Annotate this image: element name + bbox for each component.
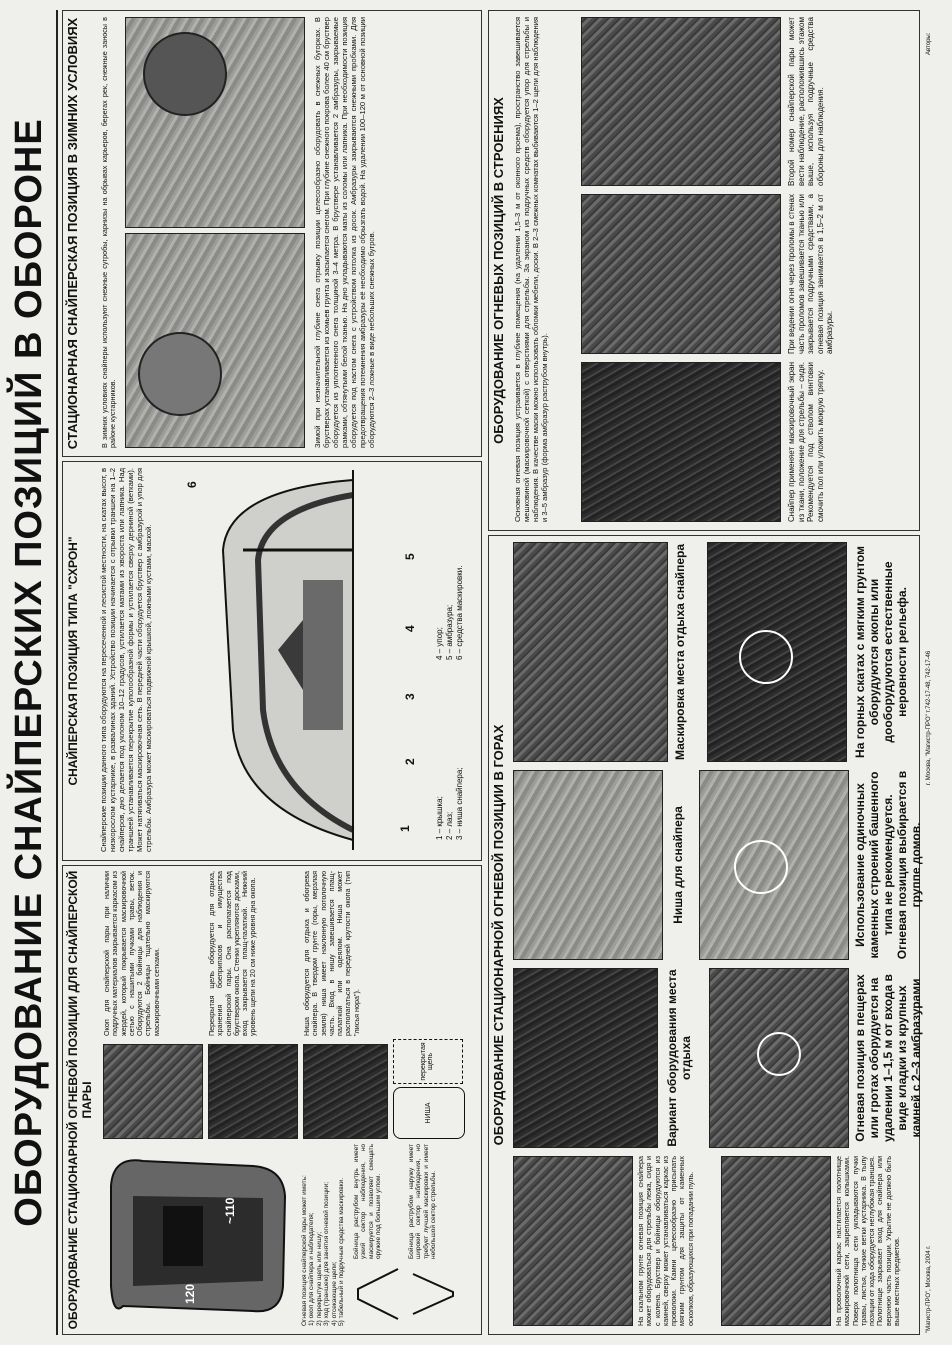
pair-list-item: 1) окоп для снайпера и наблюдателя; — [308, 1212, 316, 1326]
marker-4: 4 — [403, 625, 417, 632]
photo-screen-position — [581, 362, 781, 522]
photo-rocky-position — [513, 1156, 633, 1326]
photo-rest-place — [513, 968, 658, 1148]
skhron-legend-right: 4 – упор; 5 – амбразура; 6 – средства маскировки. — [435, 565, 464, 660]
copyright: "Магистр-ПРО", Москва, 2004 г. — [926, 1245, 932, 1333]
caption-mask: Маскировка места отдыха снайпера — [673, 543, 687, 761]
pair-panel-title: ОБОРУДОВАНИЕ СТАЦИОНАРНОЙ ОГНЕВОЙ ПОЗИЦИИ ДЛЯ СНАЙПЕРСКОЙ ПАРЫ — [66, 870, 94, 1330]
dimension-110: ~110 — [223, 1197, 237, 1224]
marker-2: 2 — [403, 758, 417, 765]
buildings-panel-title: ОБОРУДОВАНИЕ ОГНЕВЫХ ПОЗИЦИЙ В СТРОЕНИЯХ — [491, 97, 506, 444]
buildings-panel — [488, 10, 920, 531]
photo-rest-mask — [513, 542, 668, 762]
mountains-panel — [488, 535, 923, 1335]
photo-wire-frame — [721, 1156, 831, 1326]
marker-3: 3 — [403, 693, 417, 700]
photo-sniper-niche — [513, 770, 663, 960]
pair-position-diagram — [103, 1146, 293, 1326]
winter-intro: В зимних условиях снайперы используют снежные сугробы, карнизы на обрывах карьеров, берегах рек, снежные заносы в районе кустарников. — [100, 17, 118, 448]
trench-text: Окоп для снайперской пары при наличии подручных материалов закрывается каркасом из жердей, который покрывается маскировочной сетью с нашитыми пучками травы, веток. Оборудуются 2 бойницы для наблюдения и стрельбы. Бойницы тщательно маскируются маскировочными сетками. — [102, 871, 161, 1036]
photo-winter-snow — [125, 233, 305, 448]
winter-detail-circle-2 — [143, 32, 227, 116]
marker-5: 5 — [403, 553, 417, 560]
skhron-panel-title: СНАЙПЕРСКАЯ ПОЗИЦИЯ ТИПА "СХРОН" — [66, 536, 80, 786]
pair-panel — [62, 865, 482, 1335]
buildings-caption-1: Снайпер применяет маскировочный экран из ткани, положение для стрельбы – сидя. Рекомендуется под стволом винтовки смочить пол или уложить мокрую тряпку. — [787, 362, 825, 522]
photo-slot — [208, 1044, 298, 1139]
loophole-outward-diagram — [408, 1264, 458, 1324]
pair-list-item: 3) ход (траншею) для занятия огневой позиции; — [323, 1181, 331, 1326]
highlight-circle — [739, 630, 793, 684]
slot-schematic: перекрытая щель — [393, 1039, 463, 1084]
pair-list-item: 5) табельный и подручные средства маскировки. — [338, 1177, 346, 1326]
caption-niche: Ниша для снайпера — [671, 806, 685, 924]
winter-panel — [62, 10, 482, 457]
rocky-text: На скальном грунте огневая позиция снайпера может оборудоваться для стрельбы лежа, сидя и с колена. Бруствер и бойницы оборудуются из камней, сверху может устанавливаться каркас из проволоки. Камни целесообразно присыпать мягким грунтом для защиты от каменных осколков, образующихся при попадании пуль. — [636, 1156, 695, 1326]
skhron-text: Снайперские позиции данного типа оборудуются на пересеченной и лесистой местности, на скатах высот, в низкорослом кустарнике, в развалинах зданий. Устройство позиции начинается с отрывки траншеи на 1–2 снайперов, дно делается под уклоном 10–12 градусов, устилается матами из хвороста или лапника. Над траншеей устанавливается перекрытие куполообразной формы и устилается сверху дерниной (ветками). Может натягиваться маскировочная сеть. В передней части оборудуется бруствер с амбразурой и упор для стрельбы. Амбразура может маскироваться подвижной крышкой, ложными кустами, маской. — [99, 468, 153, 852]
wire-text: На проволочный каркас настилается полотнище маскировочной сети, закрепляется колышками. Поверх полотнища сети укладываются пучки травы, листья, тонкие ветки кустарника. В тылу позиции от хода оборудуется неглубокая траншея. Полотнище закрывает вход для снайпера или верхнюю часть позиции. Укрытие не должно быть выше местных предметов. — [834, 1156, 902, 1326]
buildings-caption-3: Второй номер снайперской пары может вести наблюдение, расположившись этажом выше, используя подручные средства обороны для наблюдения. — [787, 17, 825, 186]
caption-slope: На горных скатах с мягким грунтом оборудуются окопы или дооборудуются естественные неровности рельефа. — [853, 546, 909, 758]
marker-1: 1 — [398, 825, 412, 832]
caption-stone: Использование одиночных каменных строений башенного типа не рекомендуется. Огневая позиция выбирается в группе домов. — [853, 770, 923, 960]
skhron-panel — [62, 461, 482, 861]
photo-niche — [303, 1044, 388, 1139]
loophole-outward-text: Бойница раструбом наружу имеет широкий сектор наблюдения, но требует лучшей маскировки и имеет небольшой сектор стрельбы. — [408, 1144, 438, 1259]
caption-cave: Огневая позиция в пещерах или гротах оборудуется на удалении 1–1,5 м от входа в виде кладки из крупных камней с 2–3 амбразурами — [853, 974, 923, 1142]
marker-6: 6 — [185, 481, 199, 488]
photo-wall-breach — [581, 194, 781, 354]
photo-trench — [103, 1044, 203, 1139]
winter-text: Зимой при незначительной глубине снега отрывку позиции целесообразно оборудовать в снежных бугорках. В брустверах устанавливается из комьев грунта и засыпается снегом. При глубине снежного покрова более 40 см бруствер оборудуется из уплотненного снега толщиной 3–4 метра. В бруствере устанавливается 2 амбразуры, закрываемые рамками, обтянутыми белой тканью. На дно укладываются маты из соломы или лапника. При необходимости позиция оборудуется под настом снега с устройством потолка из досок. Амбразуры закрываются снежными пробками. Для предотвращения потемнения амбразуры её необходимо обрызгать водой. На удалении 100–120 м от основной позиции оборудуются 2–3 ложные в виде небольших снежных бугров. — [313, 17, 376, 448]
winter-panel-title: СТАЦИОНАРНАЯ СНАЙПЕРСКАЯ ПОЗИЦИЯ В ЗИМНИХ УСЛОВИЯХ — [65, 17, 80, 450]
slot-text: Перекрытая щель оборудуется для отдыха, хранения боеприпасов и имущества снайперской пары. Она располагается под бруствером окопа. Стенки укрепляются досками, вход закрывается плащ-палаткой. Нижний уровень щели на 20 см ниже уровня дна окопа. — [207, 871, 258, 1036]
buildings-caption-2: При ведении огня через проломы в стенах часть проломов завешивается тканью или закрывается подручными средствами, а огневая позиция занимается в 1,5–2 м от амбразуры. — [787, 194, 834, 354]
buildings-text: Основная огневая позиция устраивается в глубине помещения (на удалении 1,5–3 м от оконного проема), пространство завешивается мешковиной (маскировочной сеткой) с отверстиями для стрельбы. За экраном из подручных средств оборудуется упор для стрельбы и наблюдения. В качестве маски можно использовать обломки мебели, доски. В 2–3 смежных комнатах выбиваются 1–2 щели для наблюдения и 3–5 амбразур (форма амбразур раструбом внутрь). — [513, 17, 549, 522]
publisher: г. Москва, "Магистр-ПРО" т.742-17-48, 742-17-46 — [926, 650, 932, 785]
caption-rest: Вариант оборудования места отдыха — [665, 969, 693, 1147]
pair-list-item: 4) отсекающие щели; — [330, 1261, 338, 1326]
loophole-inward-diagram — [353, 1264, 403, 1324]
skhron-legend-left: 1 – крышка; 2 – лаз; 3 – ниша снайпера; — [435, 767, 464, 840]
niche-schematic: НИША — [393, 1087, 465, 1139]
photo-second-number — [581, 17, 781, 186]
winter-detail-circle — [138, 332, 222, 416]
poster-title: ОБОРУДОВАНИЕ СНАЙПЕРСКИХ ПОЗИЦИЙ В ОБОРОНЕ — [8, 118, 50, 1227]
highlight-circle — [757, 1032, 801, 1076]
loophole-inward-text: Бойница раструбом внутрь имеет узкий сектор наблюдения, но маскируется и позволяет смещать оружие под большим углом. — [353, 1144, 383, 1259]
highlight-circle — [734, 840, 788, 894]
title-divider — [56, 10, 58, 1335]
skhron-diagram — [183, 470, 423, 850]
pair-list: Огневая позиция снайперской пары может иметь: 1) окоп для снайпера и наблюдателя; 2) перекрытую щель или нишу; 3) ход (траншею) для занятия огневой позиции; 4) отсекающие щели; 5) табельный и подручные средства маскировки. — [301, 1146, 345, 1326]
niche-text: Ниша оборудуется для отдыха и обогрева снайпера. В твердом грунте (горы, мерзлая земля) ниша имеет наклонную потолочную часть. Вход в нишу завешивается плащ-палаткой или одеялом. Ниша может располагаться в передней крутости окопа (тип "лисья нора"). — [302, 871, 361, 1036]
dimension-120: 120 — [183, 1283, 197, 1304]
mountains-panel-title: ОБОРУДОВАНИЕ СТАЦИОНАРНОЙ ОГНЕВОЙ ПОЗИЦИИ В ГОРАХ — [491, 724, 506, 1146]
pair-list-item: 2) перекрытую щель или нишу; — [315, 1231, 323, 1326]
authors: Авторы: — [926, 32, 932, 55]
